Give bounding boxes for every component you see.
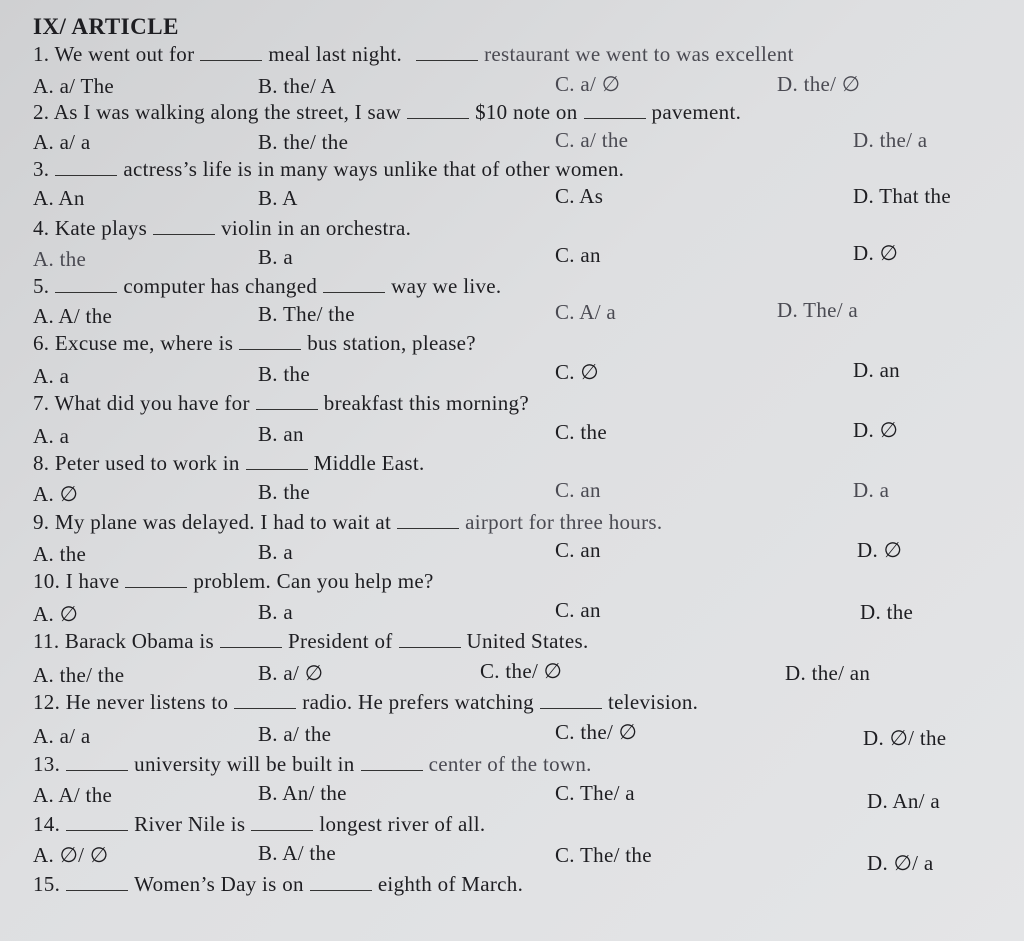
question-text: United States. <box>466 629 589 653</box>
question-6 <box>33 331 476 356</box>
option-a: A. ∅ <box>33 602 79 626</box>
option-c: C. an <box>555 598 601 622</box>
option-b: B. the/ A <box>258 74 336 98</box>
option-a: A. a/ The <box>33 74 115 98</box>
option-c: C. a/ ∅ <box>555 72 621 96</box>
answer-blank <box>256 395 318 410</box>
question-text: way we live. <box>391 274 502 298</box>
answer-blank <box>55 161 117 176</box>
option-a: A. A/ the <box>33 783 113 807</box>
option-c: C. A/ a <box>555 300 617 324</box>
question-text: 14. <box>33 812 61 836</box>
option-a: A. a/ a <box>33 724 91 748</box>
question-text: airport for three hours. <box>465 510 663 534</box>
option-d: D. the/ an <box>785 661 871 685</box>
question-text: 1. We went out for <box>33 42 195 66</box>
question-text: 5. <box>33 274 50 298</box>
option-a: A. a <box>33 424 70 448</box>
section-title: IX/ ARTICLE <box>33 14 179 39</box>
question-text: television. <box>608 690 699 714</box>
question-text: 2. As I was walking along the street, I saw <box>33 100 402 124</box>
question-text: 9. My plane was delayed. I had to wait at <box>33 510 392 534</box>
question-14 <box>33 812 485 837</box>
question-9 <box>33 510 662 535</box>
option-b: B. A <box>258 186 298 210</box>
option-a: A. a/ a <box>33 130 91 154</box>
question-3 <box>33 157 624 182</box>
option-b: B. a/ the <box>258 722 332 746</box>
answer-blank <box>584 104 646 119</box>
question-text: River Nile is <box>134 812 246 836</box>
answer-blank <box>361 756 423 771</box>
option-d: D. a <box>853 478 890 502</box>
option-b: B. A/ the <box>258 841 336 865</box>
option-a: A. An <box>33 186 85 210</box>
option-d: D. That the <box>853 184 951 208</box>
question-text: President of <box>288 629 393 653</box>
option-b: B. a <box>258 600 294 624</box>
option-c: C. The/ a <box>555 781 635 805</box>
answer-blank <box>234 694 296 709</box>
option-c: C. the/ ∅ <box>555 720 638 744</box>
option-d: D. ∅ <box>853 418 899 442</box>
option-d: D. The/ a <box>777 298 859 322</box>
option-d: D. an <box>853 358 900 382</box>
question-text: radio. He prefers watching <box>302 690 534 714</box>
question-text: longest river of all. <box>319 812 486 836</box>
question-7 <box>33 391 529 416</box>
option-d: D. ∅ <box>853 241 899 265</box>
question-2 <box>33 100 741 125</box>
question-text: center of the town. <box>428 752 592 776</box>
option-a: A. the <box>33 542 87 566</box>
answer-blank <box>125 573 187 588</box>
option-c: C. the <box>555 420 607 444</box>
question-text: 13. <box>33 752 61 776</box>
question-11 <box>33 629 589 654</box>
question-text: university will be built in <box>134 752 355 776</box>
question-text: pavement. <box>651 100 742 124</box>
option-c: C. the/ ∅ <box>480 659 563 683</box>
answer-blank <box>540 694 602 709</box>
option-b: B. the <box>258 480 310 504</box>
answer-blank <box>407 104 469 119</box>
option-a: A. A/ the <box>33 304 113 328</box>
question-text: breakfast this morning? <box>323 391 529 415</box>
option-b: B. An/ the <box>258 781 347 805</box>
option-c: C. ∅ <box>555 360 599 384</box>
question-text: 11. Barack Obama is <box>33 629 215 653</box>
question-text: Middle East. <box>313 451 425 475</box>
answer-blank <box>153 220 215 235</box>
answer-blank <box>66 816 128 831</box>
option-a: A. a <box>33 364 70 388</box>
option-c: C. an <box>555 243 601 267</box>
question-text: 7. What did you have for <box>33 391 250 415</box>
question-1 <box>33 42 794 67</box>
question-text: Women’s Day is on <box>134 872 304 896</box>
option-d: D. the <box>860 600 914 624</box>
question-text: 8. Peter used to work in <box>33 451 240 475</box>
answer-blank <box>323 278 385 293</box>
answer-blank <box>310 876 372 891</box>
option-d: D. ∅/ a <box>867 851 934 875</box>
option-b: B. an <box>258 422 304 446</box>
question-15 <box>33 872 523 897</box>
question-text: 3. <box>33 157 50 181</box>
question-text: 10. I have <box>33 569 120 593</box>
answer-blank <box>246 455 308 470</box>
question-text: 15. <box>33 872 61 896</box>
option-d: D. An/ a <box>867 789 940 813</box>
option-b: B. the <box>258 362 310 386</box>
option-c: C. a/ the <box>555 128 629 152</box>
option-b: B. the/ the <box>258 130 349 154</box>
question-5 <box>33 274 501 299</box>
question-text: problem. Can you help me? <box>193 569 434 593</box>
option-b: B. a/ ∅ <box>258 661 324 685</box>
question-10 <box>33 569 434 594</box>
option-a: A. the <box>33 247 87 271</box>
option-b: B. a <box>258 245 294 269</box>
question-8 <box>33 451 425 476</box>
question-12 <box>33 690 698 715</box>
option-a: A. the/ the <box>33 663 125 687</box>
answer-blank <box>220 633 282 648</box>
question-text: 6. Excuse me, where is <box>33 331 234 355</box>
option-d: D. the/ ∅ <box>777 72 861 96</box>
option-b: B. The/ the <box>258 302 355 326</box>
question-text: violin in an orchestra. <box>221 216 412 240</box>
option-d: D. ∅ <box>857 538 903 562</box>
question-text: $10 note on <box>475 100 578 124</box>
option-c: C. an <box>555 478 601 502</box>
option-c: C. an <box>555 538 601 562</box>
question-text: computer has changed <box>123 274 318 298</box>
option-c: C. The/ the <box>555 843 652 867</box>
answer-blank <box>397 514 459 529</box>
question-13 <box>33 752 592 777</box>
option-c: C. As <box>555 184 604 208</box>
answer-blank <box>239 335 301 350</box>
question-text: 4. Kate plays <box>33 216 148 240</box>
answer-blank <box>55 278 117 293</box>
question-text: meal last night. <box>268 42 403 66</box>
question-4 <box>33 216 411 241</box>
answer-blank <box>251 816 313 831</box>
option-b: B. a <box>258 540 294 564</box>
question-text: 12. He never listens to <box>33 690 229 714</box>
option-a: A. ∅/ ∅ <box>33 843 109 867</box>
answer-blank <box>66 756 128 771</box>
answer-blank <box>416 46 478 61</box>
question-text: actress’s life is in many ways unlike that of other women. <box>123 157 625 181</box>
question-text: restaurant we went to was excellent <box>484 42 794 66</box>
answer-blank <box>399 633 461 648</box>
answer-blank <box>200 46 262 61</box>
option-d: D. ∅/ the <box>863 726 947 750</box>
answer-blank <box>66 876 128 891</box>
question-text: eighth of March. <box>377 872 524 896</box>
option-a: A. ∅ <box>33 482 79 506</box>
question-text: bus station, please? <box>307 331 476 355</box>
option-d: D. the/ a <box>853 128 928 152</box>
